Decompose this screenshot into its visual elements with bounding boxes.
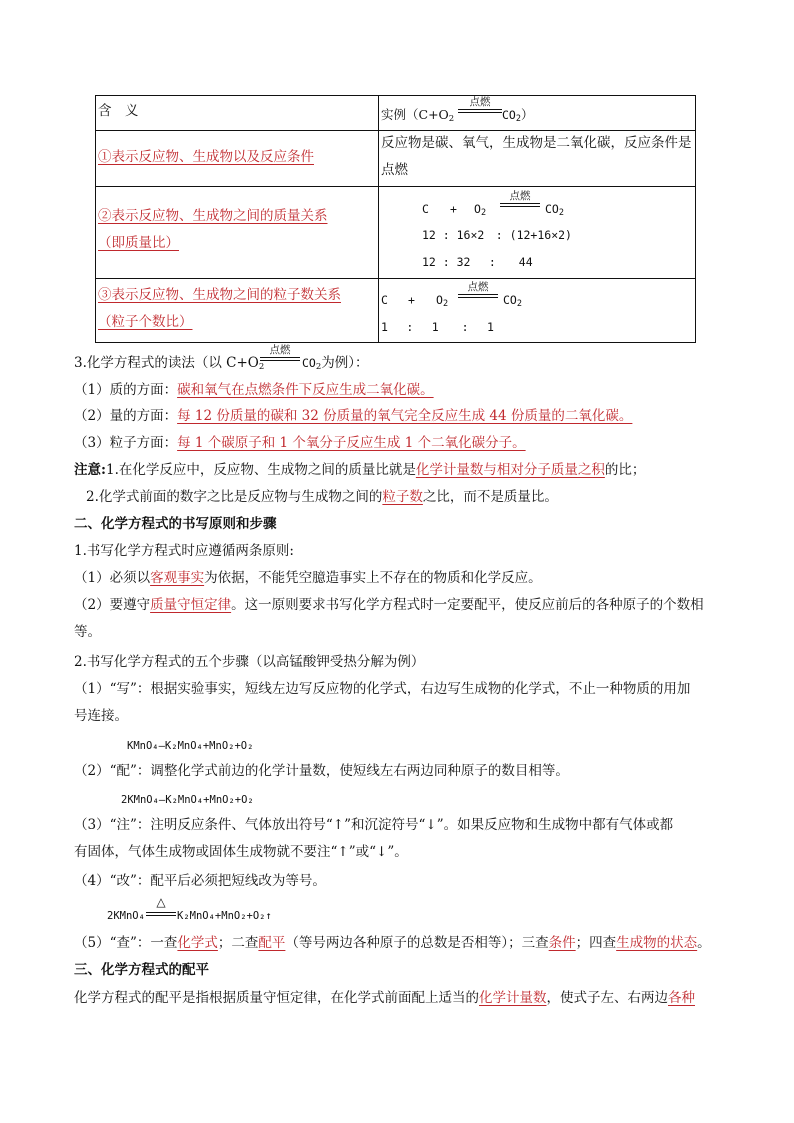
reading-title-suffix: 为例）： xyxy=(321,355,369,371)
step-3-line2: 有固体，气体生成物或固体生成物就不要注“↑”或“↓”。 xyxy=(74,844,408,860)
row2-plus: + xyxy=(450,202,457,216)
step-2: （2）“配”：调整化学式前边的化学计量数，使短线左右两边同种原子的数目相等。 xyxy=(74,763,569,779)
equation-4-condition: △ xyxy=(156,895,166,909)
step-1-line1: （1）“写”：根据实验事实，短线左边写反应物的化学式，右边写生成物的化学式，不止一种物质的用加 xyxy=(74,681,691,697)
header-product xyxy=(502,106,534,128)
step-5-mid-2: （等号两边各种原子的总数是否相等）；三查 xyxy=(285,935,549,951)
row3-carbon: C xyxy=(381,293,388,307)
principle-2-answer: 质量守恒定律 xyxy=(150,597,232,613)
principles-intro: 1.书写化学方程式时应遵循两条原则: xyxy=(74,543,294,559)
eq-o: O xyxy=(436,293,443,307)
row1-example-line1: 反应物是碳、氧气，生成物是二氧化碳，反应条件是 xyxy=(381,135,692,151)
eq-o: O xyxy=(474,202,481,216)
equation-4-left: 2KMnO₄ xyxy=(107,910,145,922)
reading-title-sub: 2 xyxy=(258,362,265,372)
reading-answer: 每 12 份质量的碳和 32 份质量的氧气完全反应生成 44 份质量的二氧化碳。 xyxy=(177,408,633,424)
step-5-answer-1: 化学式 xyxy=(177,935,218,951)
row3-ratio: 1 : 1 : 1 xyxy=(381,320,494,334)
table-header-example xyxy=(381,106,454,128)
row2-meaning-line1: ②表示反应物、生成物之间的质量关系 xyxy=(98,208,328,224)
row3-meaning-line1: ③表示反应物、生成物之间的粒子数关系 xyxy=(98,287,341,303)
principle-1-post: 为依据，不能凭空臆造事实上不存在的物质和化学反应。 xyxy=(204,570,542,586)
principle-1 xyxy=(74,569,542,587)
step-3-line1: （3）“注”：注明反应条件、气体放出符号“↑”和沉淀符号“↓”。如果反应物和生成物中都有气体或都 xyxy=(74,817,674,833)
balancing-mid: ，使式子左、右两边 xyxy=(546,990,668,1006)
row3-oxygen xyxy=(436,291,448,313)
header-reactants-sub: 2 xyxy=(448,114,455,124)
note1-tail: 的比； xyxy=(604,462,646,478)
header-condition-bar xyxy=(458,109,502,110)
header-condition-bar xyxy=(458,112,502,113)
section-heading-balancing: 三、化学方程式的配平 xyxy=(74,962,209,978)
row1-example-line2: 点燃 xyxy=(381,162,408,178)
balancing-answer-2: 各种 xyxy=(668,990,695,1006)
table-border xyxy=(95,95,696,96)
row2-mass-line1: 12 : 16×2 : (12+16×2) xyxy=(422,228,572,242)
header-reactants: 实例（C+O xyxy=(381,107,449,122)
row2-condition-label: 点燃 xyxy=(509,190,531,202)
steps-intro: 2.书写化学方程式的五个步骤（以高锰酸钾受热分解为例） xyxy=(74,654,425,670)
row3-condition-bar xyxy=(458,297,498,298)
row2-meaning-line2: （即质量比） xyxy=(98,235,179,251)
reading-answer: 碳和氧气在点燃条件下反应生成二氧化碳。 xyxy=(177,382,434,398)
note-line-1 xyxy=(74,461,645,479)
equation-4-bar xyxy=(146,912,176,913)
step-5-mid-1: ；二查 xyxy=(217,935,259,951)
row2-mass-line2: 12 : 32 : 44 xyxy=(422,255,533,269)
step-5-mid-3: ；四查 xyxy=(575,935,617,951)
principle-1-pre: （1）必须以 xyxy=(74,570,151,586)
balancing-paragraph xyxy=(74,989,695,1007)
step-5 xyxy=(74,934,711,952)
section-heading-writing: 二、化学方程式的书写原则和步骤 xyxy=(74,516,277,532)
note1-answer: 化学计量数与相对分子质量之积 xyxy=(415,462,605,478)
step-5-pre: （5）“查”：一查 xyxy=(74,935,178,951)
header-product-formula: CO xyxy=(502,108,516,122)
reading-label: （2）量的方面： xyxy=(74,408,178,424)
reading-title-product xyxy=(302,354,369,376)
principle-2-pre: （2）要遵守 xyxy=(74,597,151,613)
equation-2: 2KMnO₄—K₂MnO₄+MnO₂+O₂ xyxy=(121,794,254,806)
balancing-pre: 化学方程式的配平是指根据质量守恒定律，在化学式前面配上适当的 xyxy=(74,990,479,1006)
row3-condition-bar xyxy=(458,294,498,295)
eq-co-sub: 2 xyxy=(516,299,522,309)
eq-co-sub: 2 xyxy=(558,208,564,218)
reading-title-prefix: 3.化学方程式的读法（以 C+O xyxy=(74,355,259,371)
header-product-sub: 2 xyxy=(515,114,521,124)
row3-product xyxy=(503,291,522,313)
equation-4-right: K₂MnO₄+MnO₂+O₂↑ xyxy=(177,910,272,922)
step-4: （4）“改”：配平后必须把短线改为等号。 xyxy=(74,873,326,889)
table-border xyxy=(95,186,696,187)
reading-item-particle xyxy=(74,434,526,452)
reading-product: CO xyxy=(302,356,316,370)
eq-co: CO xyxy=(545,202,559,216)
reading-condition-bar xyxy=(260,357,300,358)
table-border xyxy=(95,278,696,279)
principle-2-continued: 等。 xyxy=(74,624,101,640)
table-border xyxy=(95,130,696,131)
row3-plus: + xyxy=(408,293,415,307)
note2-text: 2.化学式前面的数字之比是反应物与生成物之间的 xyxy=(86,489,383,505)
table-border xyxy=(378,95,379,343)
row2-condition-bar xyxy=(500,206,540,207)
table-border xyxy=(695,95,696,343)
equation-4-bar xyxy=(146,915,176,916)
reading-item-quality xyxy=(74,381,434,399)
step-5-answer-4: 生成物的状态 xyxy=(616,935,698,951)
row3-condition-label: 点燃 xyxy=(467,281,489,293)
row2-oxygen xyxy=(474,200,486,222)
principle-2-post: 。这一原则要求书写化学方程式时一定要配平，使反应前后的各种原子的个数相 xyxy=(231,597,704,613)
reading-label: （1）质的方面： xyxy=(74,382,178,398)
note-line-2 xyxy=(86,488,558,506)
reading-label: （3）粒子方面： xyxy=(74,435,178,451)
row2-equation xyxy=(422,200,429,218)
balancing-answer-1: 化学计量数 xyxy=(479,990,547,1006)
note1-text: 1.在化学反应中，反应物、生成物之间的质量比就是 xyxy=(105,462,416,478)
step-5-answer-2: 配平 xyxy=(258,935,286,951)
step-5-end: 。 xyxy=(697,935,711,951)
step-1-line2: 号连接。 xyxy=(74,708,128,724)
note-label: 注意: xyxy=(74,462,106,478)
row2-product xyxy=(545,200,564,222)
equation-1: KMnO₄—K₂MnO₄+MnO₂+O₂ xyxy=(127,740,254,752)
principle-2 xyxy=(74,596,704,614)
table-border xyxy=(95,342,696,343)
reading-answer: 每 1 个碳原子和 1 个氧分子反应生成 1 个二氧化碳分子。 xyxy=(177,435,526,451)
eq-o-sub: 2 xyxy=(480,208,487,218)
header-close-paren: ） xyxy=(520,107,534,122)
table-header-meaning: 含 义 xyxy=(98,103,139,119)
note2-answer: 粒子数 xyxy=(382,489,423,505)
step-5-answer-3: 条件 xyxy=(548,935,576,951)
reading-condition-bar xyxy=(260,360,300,361)
row1-meaning: ①表示反应物、生成物以及反应条件 xyxy=(98,149,314,165)
reading-product-sub: 2 xyxy=(315,362,322,372)
header-condition-label: 点燃 xyxy=(469,96,491,108)
reading-title xyxy=(74,354,264,376)
eq-o-sub: 2 xyxy=(442,299,449,309)
eq-co: CO xyxy=(503,293,517,307)
row3-meaning-line2: （粒子个数比） xyxy=(98,314,193,330)
reading-condition-label: 点燃 xyxy=(269,344,291,356)
table-border xyxy=(95,95,96,343)
reading-item-quantity xyxy=(74,407,632,425)
principle-1-answer: 客观事实 xyxy=(150,570,205,586)
note2-tail: 之比，而不是质量比。 xyxy=(422,489,558,505)
row2-condition-bar xyxy=(500,203,540,204)
eq-c: C xyxy=(422,202,429,216)
